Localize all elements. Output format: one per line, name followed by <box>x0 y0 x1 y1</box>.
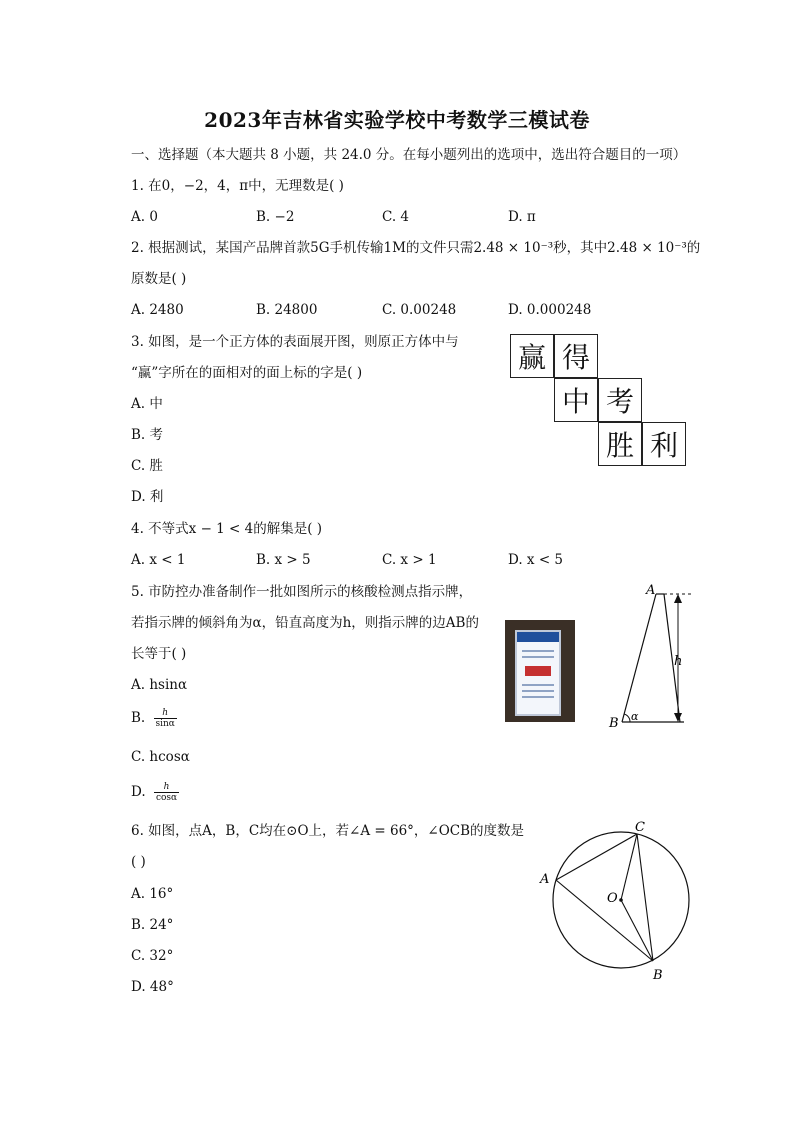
q5-option-d-fraction <box>154 782 179 803</box>
q5-stem-line2: 若指示牌的倾斜角为α，铅直高度为h，则指示牌的边AB的 <box>131 615 479 631</box>
q5-stem-line3: 长等于( ) <box>131 646 187 662</box>
q6-option-c: C. 32° <box>131 948 174 964</box>
q1-option-c: C. 4 <box>382 209 410 225</box>
chord-ab <box>556 880 653 961</box>
q4-stem: 4. 不等式x − 1 < 4的解集是( ) <box>131 521 323 537</box>
net-face-3: 中 <box>554 378 598 422</box>
label-h: h <box>674 654 683 669</box>
radius-ob <box>621 900 653 961</box>
q5-option-b-fraction <box>154 708 177 729</box>
q6-option-d: D. 48° <box>131 979 174 995</box>
q2-option-a: A. 2480 <box>131 302 184 318</box>
q1-option-b: B. −2 <box>256 209 295 225</box>
q6-stem-line1: 6. 如图，点A，B，C均在⊙O上，若∠A = 66°，∠OCB的度数是 <box>131 823 525 839</box>
q6-option-b: B. 24° <box>131 917 174 933</box>
q4-option-b: B. x > 5 <box>256 552 311 568</box>
q5-option-d <box>131 782 179 803</box>
label-point-c: C <box>635 820 645 835</box>
net-face-4: 考 <box>598 378 642 422</box>
page-title: 2023年吉林省实验学校中考数学三模试卷 <box>204 108 590 132</box>
q2-option-b: B. 24800 <box>256 302 318 318</box>
net-face-1: 赢 <box>510 334 554 378</box>
q5-option-a: A. hsinα <box>131 677 188 693</box>
q3-option-b: B. 考 <box>131 427 164 443</box>
q6-stem-line2: ( ) <box>131 854 146 870</box>
q3-option-a: A. 中 <box>131 396 163 412</box>
q2-stem-line1: 2. 根据测试，某国产品牌首款5G手机传输1M的文件只需2.48 × 10⁻³秒，其中2.48 × 10⁻³的 <box>131 240 701 256</box>
q5-option-b-letter: B. <box>131 710 146 726</box>
section-heading: 一、选择题（本大题共 8 小题，共 24.0 分。在每小题列出的选项中，选出符合题目的一项） <box>131 147 687 163</box>
sign-photo <box>505 620 575 722</box>
net-face-2: 得 <box>554 334 598 378</box>
height-arrow-bottom-head <box>674 713 682 722</box>
sign-board <box>515 630 561 716</box>
label-point-b: B <box>653 968 663 983</box>
q5-option-b <box>131 708 177 729</box>
q5-option-b-denominator: sinα <box>155 719 175 729</box>
q5-option-d-denominator: cosα <box>155 793 178 803</box>
q1-option-d: D. π <box>508 209 536 225</box>
q5-option-d-numerator: h <box>163 782 170 792</box>
slope-diagram <box>600 578 700 733</box>
label-alpha: α <box>631 710 639 723</box>
chord-cb <box>637 834 653 961</box>
q5-option-d-letter: D. <box>131 784 146 800</box>
label-point-a: A <box>540 872 550 887</box>
label-a: A <box>646 583 656 598</box>
center-point <box>619 898 623 902</box>
radius-oc <box>621 834 637 900</box>
net-face-5: 胜 <box>598 422 642 466</box>
q1-stem: 1. 在0，−2，4，π中，无理数是( ) <box>131 178 344 194</box>
height-arrow-top-head <box>674 594 682 603</box>
alpha-arc <box>624 714 630 722</box>
q2-stem-line2: 原数是( ) <box>131 271 187 287</box>
q5-option-b-numerator: h <box>162 708 169 718</box>
q3-stem-line2: “赢”字所在的面相对的面上标的字是( ) <box>131 365 363 381</box>
net-face-6: 利 <box>642 422 686 466</box>
q5-option-c: C. hcosα <box>131 749 190 765</box>
label-point-o: O <box>607 891 618 906</box>
q4-option-a: A. x < 1 <box>131 552 186 568</box>
label-b: B <box>609 716 619 731</box>
q5-stem-line1: 5. 市防控办准备制作一批如图所示的核酸检测点指示牌， <box>131 584 473 600</box>
q4-option-c: C. x > 1 <box>382 552 437 568</box>
circle-diagram <box>535 815 700 985</box>
q1-option-a: A. 0 <box>131 209 158 225</box>
q2-option-d: D. 0.000248 <box>508 302 592 318</box>
q3-option-c: C. 胜 <box>131 458 163 474</box>
sign-edge-ab <box>622 594 656 722</box>
q3-stem-line1: 3. 如图，是一个正方体的表面展开图，则原正方体中与 <box>131 334 459 350</box>
q3-option-d: D. 利 <box>131 489 164 505</box>
q2-option-c: C. 0.00248 <box>382 302 457 318</box>
q6-option-a: A. 16° <box>131 886 174 902</box>
q4-option-d: D. x < 5 <box>508 552 564 568</box>
